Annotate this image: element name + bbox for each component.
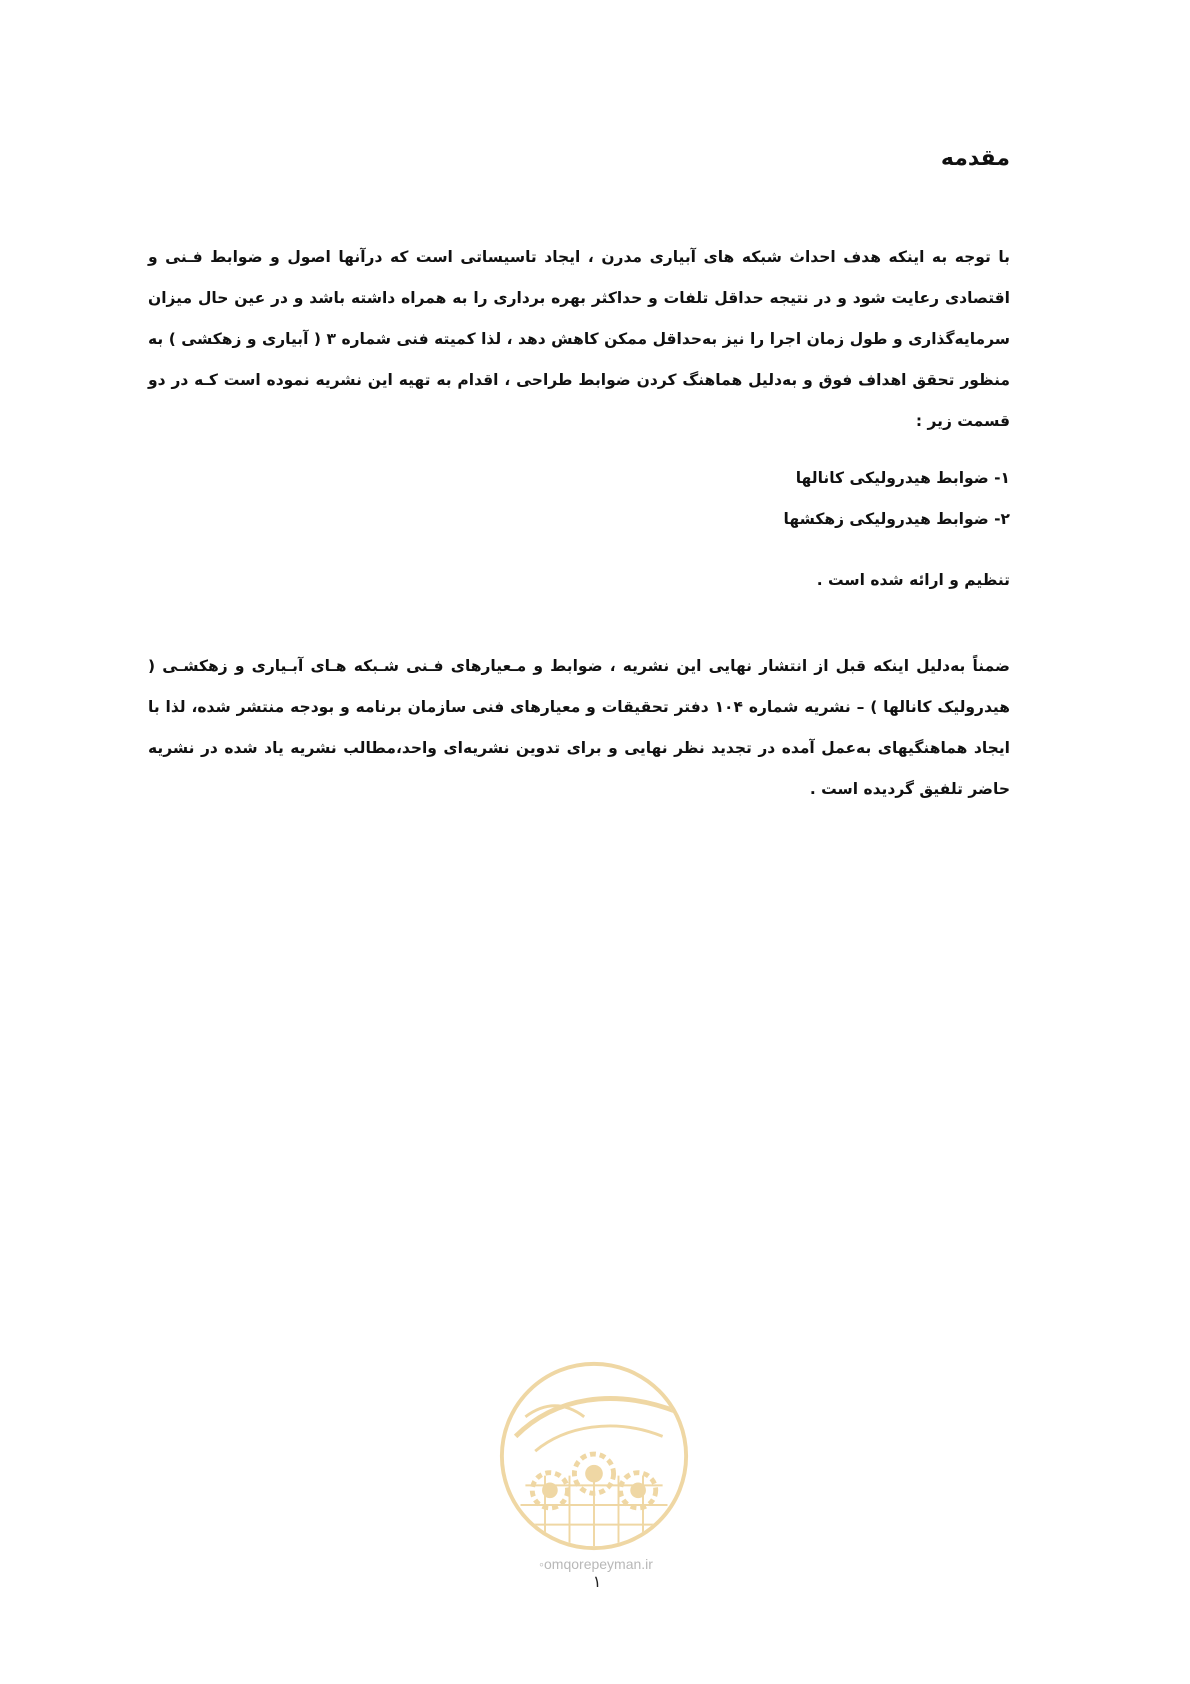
section-heading: مقدمه (940, 146, 1010, 171)
standards-list (148, 458, 1010, 540)
closing-line: تنظیم و ارائه شده است . (816, 571, 1010, 589)
note-paragraph: ضمناً به‌دلیل اینکه قبل از انتشار نهایی این نشریه ، ضوابط و مـعیارهای فـنی شـبکه هـای آبـیاری و زهکشـی ( هیدرولیک کانالها ) – نشریه شماره ۱۰۴ دفتر تحقیقات و معیارهای فنی سازمان برنامه و بودجه منتشر شده، لذا با ایجاد هماهنگیهای به‌عمل آمده در تجدید نظر نهایی و برای تدوین نشریه‌ای واحد،مطالب نشریه یاد شده در نشریه حاضر تلفیق گردیده است . (148, 657, 1010, 798)
watermark-url: ◦omqorepeyman.ir (539, 1556, 653, 1572)
list-item: ۲- ضوابط هیدرولیکی زهکشها (783, 510, 1010, 528)
watermark-logo (496, 1358, 692, 1554)
watermark-url-text: omqorepeyman.ir (544, 1556, 653, 1572)
page-number: ۱ (592, 1572, 602, 1591)
list-item: ۱- ضوابط هیدرولیکی کانالها (795, 469, 1010, 487)
intro-paragraph: با توجه به اینکه هدف احداث شبکه های آبیاری مدرن ، ایجاد تاسیساتی است که درآنها اصول و ضوابط فـنی و اقتصادی رعایت شود و در نتیجه حداقل تلفات و حداکثر بهره برداری را به همراه داشته باشد و در عین حال میزان سرمایه‌گذاری و طول زمان اجرا را نیز به‌حداقل ممکن کاهش دهد ، لذا کمیته فنی شماره ۳ ( آبیاری و زهکشی ) به منظور تحقق اهداف فوق و به‌دلیل هماهنگ کردن ضوابط طراحی ، اقدام به تهیه این نشریه نموده است کـه در دو قسمت زیر : (148, 248, 1010, 430)
